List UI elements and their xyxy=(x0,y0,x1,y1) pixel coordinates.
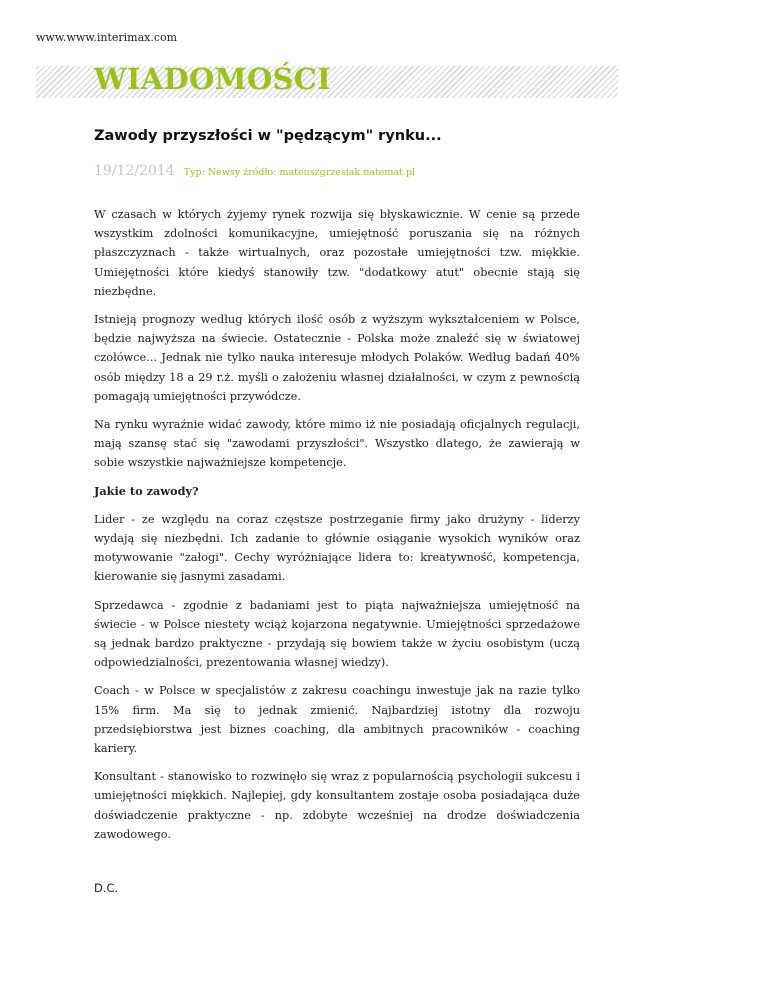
article-paragraph: W czasach w których żyjemy rynek rozwija się błyskawicznie. W cenie są przede wszystkim zdolności komunikacyjne, umiejętność poruszania się na różnych płaszczyznach - także wirtualnych, oraz pozostałe umiejętności tzw. miękkie. Umiejętności które kiedyś stanowiły tzw. "dodatkowy atut" obecnie stają się niezbędne. xyxy=(94,208,580,298)
article-paragraph: Na rynku wyraźnie widać zawody, które mimo iż nie posiadają oficjalnych regulacji, mają szansę stać się "zawodami przyszłości". Wszystko dlatego, że zawierają w sobie wszystkie najważniejsze kompetencje. xyxy=(94,418,580,470)
profession-paragraph: Coach - w Polsce w specjalistów z zakresu coachingu inwestuje jak na razie tylko 15% firm. Ma się to jednak zmienić. Najbardziej istotny dla rozwoju przedsiębiorstwa jest biznes coaching, dla ambitnych pracowników - coaching kariery. xyxy=(94,684,580,756)
article-signature: D.C. xyxy=(94,881,119,896)
article-date: 19/12/2014 xyxy=(94,163,175,179)
article-subheading: Jakie to zawody? xyxy=(94,483,199,498)
article-title: Zawody przyszłości w "pędzącym" rynku... xyxy=(94,128,442,144)
article-meta xyxy=(94,161,580,182)
section-title: WIADOMOŚCI xyxy=(94,62,331,96)
article-body xyxy=(94,205,580,844)
profession-paragraph: Sprzedawca - zgodnie z badaniami jest to piąta najważniejsza umiejętność na świecie - w Polsce niestety wciąż kojarzona negatywnie. Umiejętności sprzedażowe są jednak bardzo praktyczne - przydają się bowiem także w życiu osobistym (uczą odpowiedzialności, prezentowania własnej wiedzy). xyxy=(94,598,580,670)
profession-paragraph: Konsultant - stanowisko to rozwinęło się wraz z popularnością psychologii sukcesu i umiejętności miękkich. Najlepiej, gdy konsultantem zostaje osoba posiadająca duże doświadczenie praktyczne - np. zdobyte wcześniej na drodze doświadczenia zawodowego. xyxy=(94,770,580,841)
profession-paragraph: Lider - ze względu na coraz częstsze postrzeganie firmy jako drużyny - liderzy wydają się niezbędni. Ich zadanie to głównie osiąganie wysokich wyników oraz motywowanie "załogi". Cechy wyróżniające lidera to: kreatywność, kompetencja, kierowanie się jasnymi zasadami. xyxy=(94,512,580,584)
article-source: Typ: Newsy źródło: mateuszgrzesiak.natemat.pl xyxy=(183,167,416,178)
site-url[interactable]: www.www.interimax.com xyxy=(36,31,178,44)
article xyxy=(94,126,580,895)
article-paragraph: Istnieją prognozy według których ilość osób z wyższym wykształceniem w Polsce, będzie najwyższa na świecie. Ostatecznie - Polska może znaleźć się w światowej czołówce... Jednak nie tylko nauka interesuje młodych Polaków. Według badań 40% osób między 18 a 29 r.ż. myśli o założeniu własnej działalności, w czym z pewnością pomagają umiejętności przywódcze. xyxy=(94,313,580,403)
